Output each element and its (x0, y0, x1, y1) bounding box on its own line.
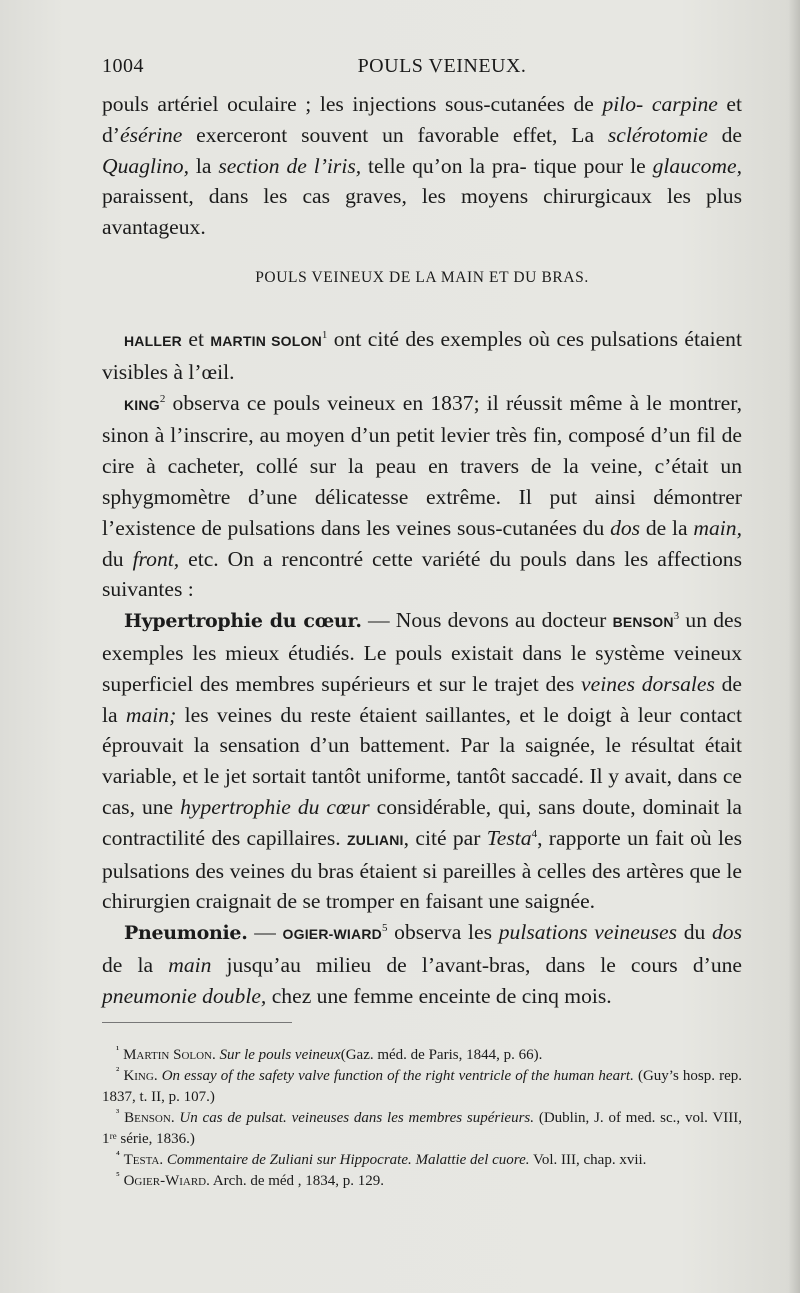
para-text: observa les (387, 920, 499, 945)
paragraph-haller (102, 324, 742, 388)
footnote-2 (102, 1066, 742, 1108)
subsection-heading: Hypertrophie du cœur. (124, 610, 362, 633)
footnote-ref: 5 (381, 921, 388, 934)
para-text: — (247, 920, 283, 945)
footnote-ref: 2 (159, 392, 166, 405)
footnote-author: Ogier-Wiard. (123, 1172, 210, 1189)
footnotes (102, 1045, 742, 1192)
page-number: 1004 (102, 55, 144, 77)
para-italic: veines dorsales (581, 671, 715, 696)
intro-italic: carpine (651, 92, 718, 116)
footnote-title: Un cas de pulsat. veineuses dans les membres supérieurs. (179, 1109, 535, 1126)
intro-text: et d’ (102, 92, 743, 147)
footnote-5 (102, 1171, 742, 1192)
para-text: etc. On a rencontré cette variété du pouls dans les affections suivantes : (102, 546, 742, 602)
para-italic: dos (712, 920, 742, 945)
footnote-text: (Gaz. méd. de Paris, 1844, p. 66). (340, 1046, 543, 1063)
para-text: , rapporte un fait où les pulsations des veines du bras étaient si pareilles à celles des artères que le chirurgien craignait de se tromper en faisant une saignée. (102, 825, 742, 914)
intro-italic: glaucome, (652, 153, 742, 178)
intro-italic: pilo- (602, 92, 644, 116)
paragraph-king (102, 388, 742, 606)
para-italic: dos (610, 515, 641, 540)
para-italic: front, (132, 546, 180, 571)
author-name: OGIER-WIARD (282, 926, 382, 943)
main-text (102, 324, 742, 1012)
para-text: , cité par (403, 825, 487, 850)
intro-text: pouls artériel oculaire ; les injections sous-cutanées de (102, 92, 603, 116)
footnote-3 (102, 1108, 742, 1150)
para-text: de la (640, 515, 694, 540)
footnote-1 (102, 1045, 742, 1066)
intro-italic: sclérotomie (607, 122, 708, 147)
intro-italic: section de l’iris, (218, 153, 362, 178)
subsection-heading: Pneumonie. (124, 922, 248, 945)
footnote-ref: 4 (531, 827, 538, 840)
section-title: POULS VEINEUX DE LA MAIN ET DU BRAS. (255, 268, 589, 286)
para-italic: pulsations veineuses (498, 920, 677, 945)
intro-text: tique pour le (533, 153, 653, 178)
paragraph-pneumonie (102, 917, 742, 1011)
footnote-author: Martin Solon. (123, 1046, 216, 1063)
paragraph-hypertrophie (102, 605, 742, 917)
footnote-text: Vol. III, chap. xvii. (532, 1151, 647, 1168)
author-name: HALLER (124, 332, 182, 349)
intro-text: moyens chirurgicaux les plus avantageux. (102, 184, 742, 240)
para-text: observa ce pouls veineux en 1837; il réussit même à le montrer, sinon à l’inscrire, au moyen d’un petit levier très fin, composé d’un fil de cire à cacheter, collé sur la peau en travers de la veine, c’était un sphygmomètre d’une délicatesse extrême. Il put ainsi démontrer l’existence de pulsations dans les veines sous-cutanées du (102, 390, 742, 540)
para-text: de la (102, 952, 169, 977)
para-text: jusqu’au milieu de l’avant-bras, dans le cours d’une (211, 952, 743, 977)
para-text: de la (102, 671, 743, 727)
para-italic: main, (693, 515, 742, 540)
intro-paragraph (102, 89, 742, 243)
intro-text: paraissent, dans les cas graves, les (102, 184, 446, 209)
author-name: BENSON (612, 614, 674, 631)
footnote-number: ⁵ (116, 1169, 120, 1182)
footnote-number: ² (116, 1064, 120, 1077)
para-text: un des exemples les mieux étudiés. Le pouls existait dans le système veineux superficiel des membres supérieurs et sur le trajet des (102, 608, 742, 696)
page-content (102, 55, 742, 1192)
footnote-text: (Dublin, J. of med. sc., vol. VIII, 1ʳᵉ série, 1836.) (102, 1109, 743, 1147)
footnote-author: Testa. (123, 1151, 164, 1168)
para-text: les veines du reste étaient saillantes, et le doigt à leur contact éprouvait la sensation d’un battement. Par la saignée, le résultat était variable, et le jet sortait tantôt uniforme, tantôt saccadé. Il y avait, dans ce cas, une (102, 702, 742, 819)
intro-text: la (188, 153, 219, 178)
footnote-ref: 3 (673, 609, 680, 622)
page-header (102, 55, 742, 89)
author-name: MARTIN SOLON (210, 332, 322, 349)
footnote-title: Sur le pouls veineux (219, 1046, 341, 1063)
intro-text: La (571, 122, 608, 147)
page-edge-shadow (788, 0, 800, 1293)
footnote-rule (102, 1022, 292, 1023)
para-text: — Nous devons au docteur (361, 608, 613, 633)
intro-text: telle qu’on la pra- (361, 153, 527, 178)
para-text: considérable, qui, sans doute, dominait la contractilité des capillaires. (102, 794, 742, 850)
para-text: chez une femme enceinte de cinq mois. (266, 983, 612, 1008)
para-italic: main; (125, 702, 177, 727)
para-italic: pneumonie double, (102, 983, 267, 1008)
para-text: du (676, 920, 712, 945)
running-title: POULS VEINEUX. (357, 55, 527, 77)
intro-italic: ésérine (120, 122, 183, 147)
para-text: et (181, 326, 211, 351)
footnote-text: Arch. de méd , 1834, p. 129. (212, 1172, 385, 1189)
para-italic: hypertrophie du cœur (180, 794, 370, 819)
footnote-title: Commentaire de Zuliani sur Hippocrate. Malattie del cuore. (166, 1151, 530, 1168)
footnote-number: ⁴ (116, 1148, 120, 1161)
para-text: ont cité des exemples où ces pulsations étaient visibles à l’œil. (102, 326, 742, 384)
author-name: ZULIANI (347, 831, 404, 848)
footnote-4 (102, 1150, 742, 1171)
footnote-text: (Guy’s hosp. rep. 1837, t. II, p. 107.) (102, 1067, 743, 1105)
intro-text: exerceront souvent un favorable effet, (182, 122, 558, 147)
footnote-ref: 1 (321, 328, 328, 341)
footnote-author: Benson. (124, 1109, 175, 1126)
intro-italic: Quaglino, (102, 153, 189, 178)
para-italic: main (168, 952, 212, 977)
footnote-number: ¹ (116, 1043, 120, 1056)
para-text: du (102, 546, 133, 571)
footnote-author: King. (123, 1067, 158, 1084)
footnote-number: ³ (116, 1106, 120, 1119)
para-italic: Testa (486, 825, 532, 850)
author-name: KING (124, 396, 160, 413)
intro-text: de (707, 122, 742, 147)
footnote-title: On essay of the safety valve function of the right ventricle of the human heart. (161, 1067, 634, 1084)
